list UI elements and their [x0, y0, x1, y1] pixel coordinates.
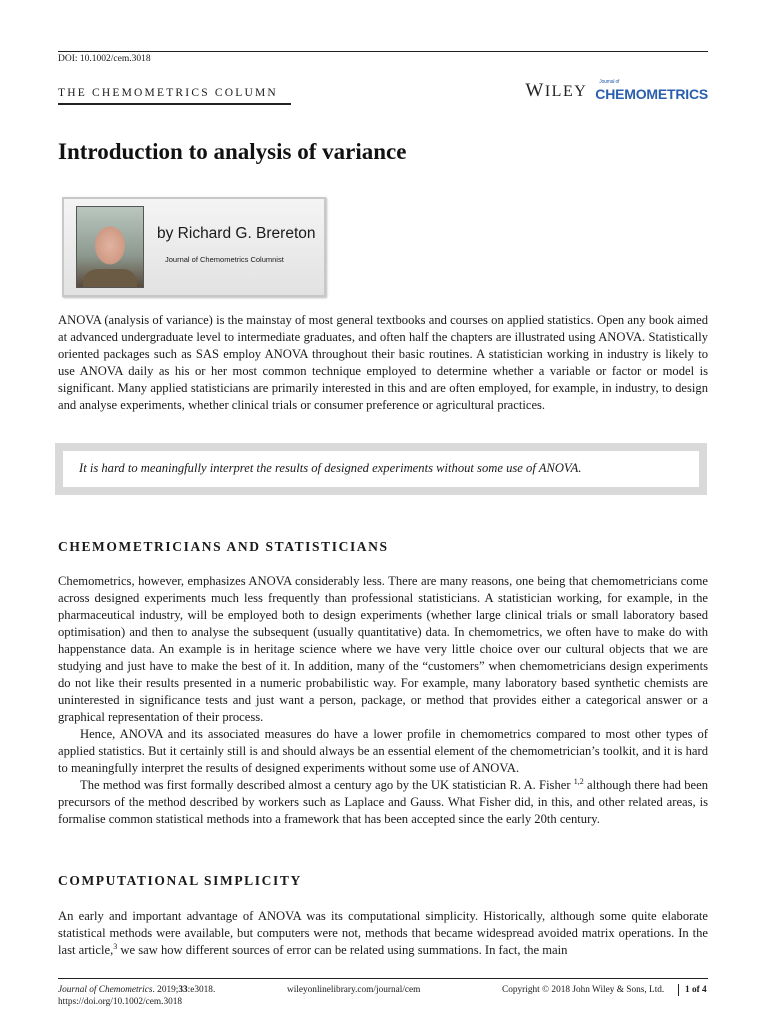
journal-logo: Journal of CHEMOMETRICS: [595, 79, 708, 102]
section1-paragraph-2: Hence, ANOVA and its associated measures do have a lower profile in chemometrics compared to most other types of applied statistics. But it certainly still is and should always be an essential element of the chemometrician’s toolkit, and it is hard to meaningfully interpret the results of designed experiments without some use of ANOVA.: [58, 727, 708, 775]
footer-site-link[interactable]: wileyonlinelibrary.com/journal/cem: [287, 985, 421, 995]
doi-text: DOI: 10.1002/cem.3018: [58, 54, 151, 64]
publisher-logo[interactable]: [525, 80, 708, 102]
intro-paragraph: ANOVA (analysis of variance) is the mainstay of most general textbooks and courses on applied statistics. Open any book aimed at advanced undergraduate level to intermediate graduates, and often half the chapters are illustrated using ANOVA. Statistically oriented packages such as SAS employ ANOVA throughout their basic routines. A statistician working in industry is likely to use ANOVA daily as his or her most common technique employed to determine whether a variable or factor or model is significant. Many applied statisticians are primarily interested in this and are often employed, for example, in industry, to design and analyse experiments, whether clinical trials or consumer preference or agricultural practices.: [58, 313, 708, 412]
footer-citation: Journal of Chemometrics. 2019;33:e3018. https://doi.org/10.1002/cem.3018: [58, 985, 216, 1007]
reference-superscript[interactable]: 1,2: [573, 776, 584, 786]
author-photo: [76, 206, 144, 288]
article-title: Introduction to analysis of variance: [58, 139, 407, 164]
top-rule: [58, 51, 708, 52]
footer-copyright: Copyright © 2018 John Wiley & Sons, Ltd.: [502, 985, 665, 995]
footer-rule: [58, 978, 708, 979]
page-number: 1 of 4: [678, 984, 707, 996]
pullquote-text: It is hard to meaningfully interpret the results of designed experiments without some use of ANOVA.: [79, 461, 582, 475]
section2-paragraph-1: An early and important advantage of ANOVA was its computational simplicity. Historically, although some quite elaborate statistical methods were available, but computers were not, methods that became widespread avoided matrix operations. In the last article,$^3$ we saw how different sources of error can be related using summations. In fact, the main: [58, 909, 708, 957]
reference-superscript[interactable]: 3: [113, 941, 118, 951]
pullquote-box: [55, 443, 707, 495]
column-title: THE CHEMOMETRICS COLUMN: [58, 87, 278, 99]
section-heading-computational: COMPUTATIONAL SIMPLICITY: [58, 873, 302, 888]
footer-doi-link[interactable]: https://doi.org/10.1002/cem.3018: [58, 997, 183, 1007]
column-underline: [58, 103, 291, 105]
author-name: by Richard G. Brereton: [157, 225, 316, 242]
section2-body: [58, 908, 708, 959]
section1-body: [58, 573, 708, 828]
section1-paragraph-3: The method was first formally described almost a century ago by the UK statistician R. A. Fisher $^{1,2}$ although there had been precursors of the method described by workers such as Laplace and Gauss. What Fisher did, in this, and other related areas, is formalise common statistical methods into a framework that has been accepted since the early 20th century.: [58, 776, 708, 826]
author-banner: [62, 197, 326, 297]
wiley-logo: WILEY: [525, 80, 588, 101]
section-heading-chemometricians: CHEMOMETRICIANS AND STATISTICIANS: [58, 539, 389, 554]
author-role: Journal of Chemometrics Columnist: [165, 255, 284, 264]
section1-paragraph-1: Chemometrics, however, emphasizes ANOVA considerably less. There are many reasons, one being that chemometricians come across designed experiments much less frequently than professional statisticians. A statistician working, for example, in the pharmaceutical industry, will be employed both to design experiments (whether large clinical trials or small laboratory based optimisation) and then to analyse the subsequent (usually quantitative) data. In chemometrics, we often have to make do with happenstance data. An example is in heritage science where we have very little choice over our cultural objects that we are studying and just have to make the best of it. In addition, many of the “customers” when chemometricians design experiments do not like their results presented in a numeric probabilistic way. For example, many laboratory based synthetic chemists are uninterested in significance tests and just want a person, package, or method that provides either a categorical answer or a graphical representation of their process.: [58, 574, 708, 724]
